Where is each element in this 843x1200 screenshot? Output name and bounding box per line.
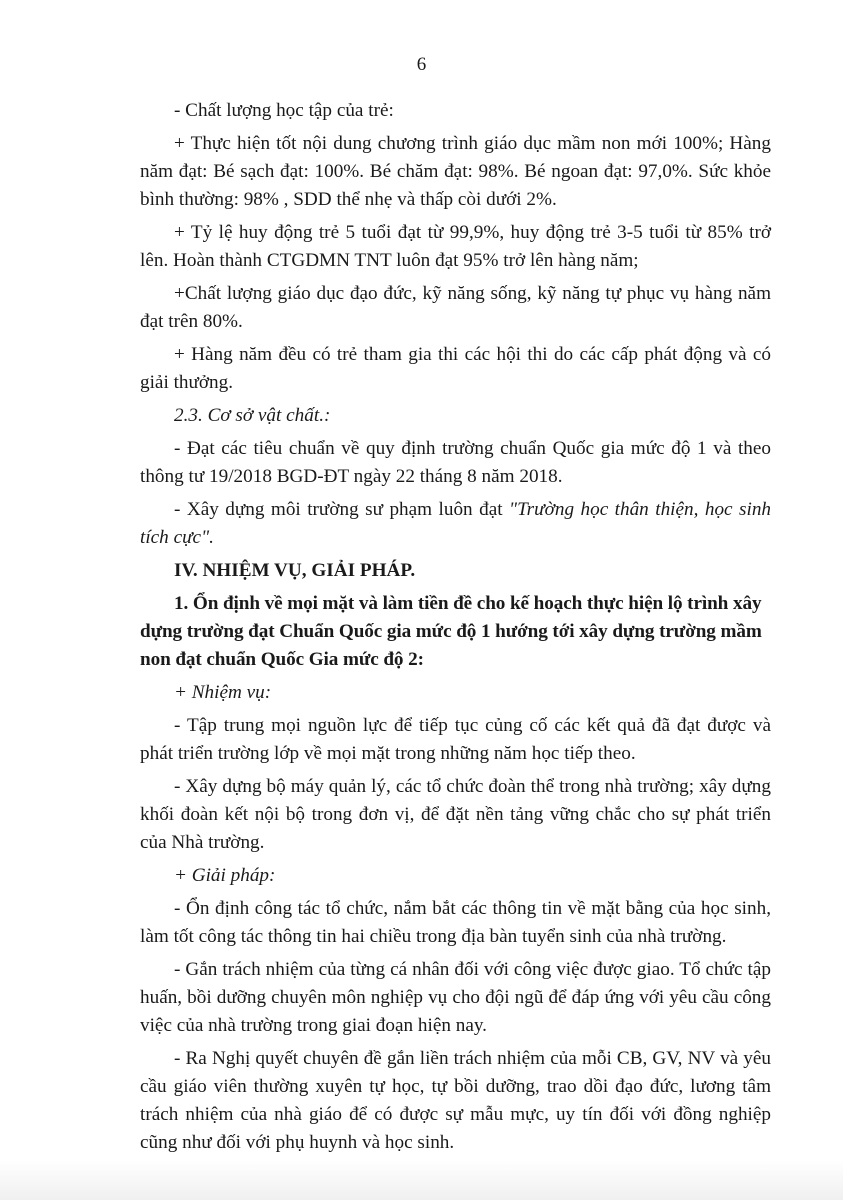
paragraph-competitions: + Hàng năm đều có trẻ tham gia thi các hội thi do các cấp phát động và có giải thưởng. [140,344,771,393]
paragraph-enrollment-rate: + Tỷ lệ huy động trẻ 5 tuổi đạt từ 99,9%, huy động trẻ 3-5 tuổi từ 85% trở lên. Hoàn thành CTGDMN TNT luôn đạt 95% trở lên hàng năm; [140,222,771,271]
paragraph-learning-quality: - Chất lượng học tập của trẻ: [174,100,394,121]
document-body [140,97,771,1162]
paragraph-build-management: - Xây dựng bộ máy quản lý, các tổ chức đoàn thể trong nhà trường; xây dựng khối đoàn kết nội bộ trong đơn vị, để đặt nền tảng vững chắc cho sự phát triển của Nhà trường. [140,776,771,853]
section-heading-tasks-solutions: IV. NHIỆM VỤ, GIẢI PHÁP. [174,560,416,581]
paragraph-assign-responsibility: - Gắn trách nhiệm của từng cá nhân đối với công việc được giao. Tổ chức tập huấn, bồi dưỡng chuyên môn nghiệp vụ cho đội ngũ để đáp ứng với yêu cầu công việc của nhà trường trong giai đoạn hiện nay. [140,959,771,1036]
page-bottom-shadow [0,1160,843,1200]
paragraph-environment-quote: "Trường học thân thiện, học sinh tích cực". [140,499,772,548]
subsection-heading-stabilize: 1. Ổn định về mọi mặt và làm tiền đề cho kế hoạch thực hiện lộ trình xây dựng trường đạt Chuẩn Quốc gia mức độ 1 hướng tới xây dựng trường mầm non đạt chuẩn Quốc Gia mức độ 2: [140,593,762,670]
paragraph-resolution: - Ra Nghị quyết chuyên đề gắn liền trách nhiệm của mỗi CB, GV, NV và yêu cầu giáo viên thường xuyên tự học, tự bồi dưỡng, trao dồi đạo đức, lương tâm trách nhiệm của nhà giáo để có được sự mẫu mực, uy tín đối với đồng nghiệp cũng như đối với phụ huynh và học sinh. [140,1048,771,1153]
paragraph-moral-education: +Chất lượng giáo dục đạo đức, kỹ năng sống, kỹ năng tự phục vụ hàng năm đạt trên 80%. [140,283,771,332]
section-heading-facilities: 2.3. Cơ sở vật chất.: [174,405,331,426]
paragraph-focus-resources: - Tập trung mọi nguồn lực để tiếp tục củng cố các kết quả đã đạt được và phát triển trường lớp về mọi mặt trong những năm học tiếp theo. [140,715,771,764]
paragraph-standards: - Đạt các tiêu chuẩn về quy định trường chuẩn Quốc gia mức độ 1 và theo thông tư 19/2018 BGD-ĐT ngày 22 tháng 8 năm 2018. [140,438,771,487]
paragraph-stabilize-organization: - Ổn định công tác tổ chức, nắm bắt các thông tin về mặt bằng của học sinh, làm tốt công tác thông tin hai chiều trong địa bàn tuyển sinh của nhà trường. [140,898,771,947]
label-tasks: + Nhiệm vụ: [174,682,272,703]
page-number: 6 [416,54,427,75]
paragraph-environment [140,496,771,552]
paragraph-environment-text: - Xây dựng môi trường sư phạm luôn đạt [174,499,510,520]
label-solutions: + Giải pháp: [174,865,276,886]
paragraph-program-results: + Thực hiện tốt nội dung chương trình giáo dục mầm non mới 100%; Hàng năm đạt: Bé sạch đạt: 100%. Bé chăm đạt: 98%. Bé ngoan đạt: 97,0%. Sức khỏe bình thường: 98% , SDD thể nhẹ và thấp còi dưới 2%. [140,133,771,210]
